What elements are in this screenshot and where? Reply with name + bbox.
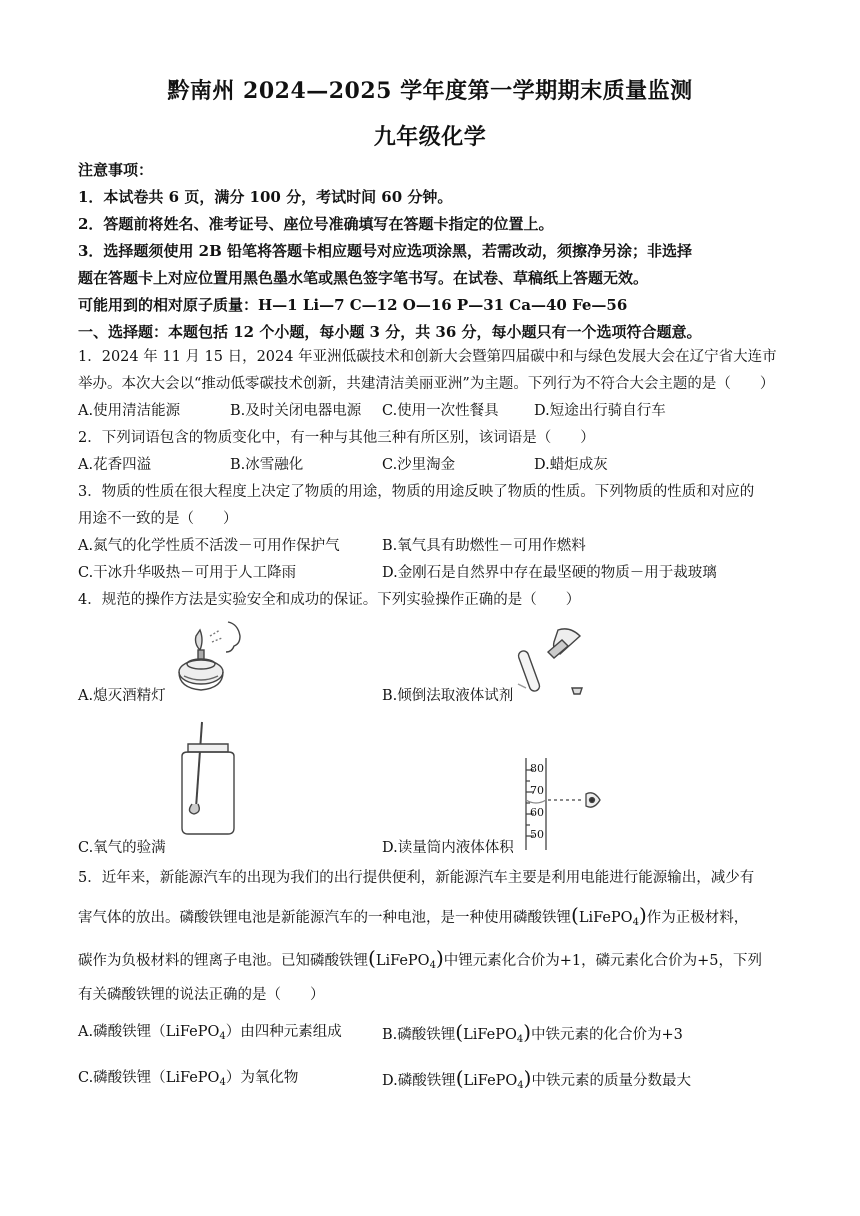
option-b: B.氧气具有助燃性－可用作燃料	[382, 538, 586, 554]
question-text: 害气体的放出。磷酸铁锂电池是新能源汽车的一种电池，是一种使用磷酸铁锂(LiFePO$_4$)作为正极材料，	[78, 903, 749, 928]
option-d: D.磷酸铁锂(LiFePO$_4$)中铁元素的质量分数最大	[382, 1066, 691, 1091]
notice-item: 题在答题卡上对应位置用黑色墨水笔或黑色签字笔书写。在试卷、草稿纸上答题无效。	[78, 269, 649, 287]
option-c: C.磷酸铁锂（LiFePO$_4$）为氧化物	[78, 1070, 299, 1088]
option-b: B.倾倒法取液体试剂	[382, 688, 514, 704]
option-a: A.使用清洁能源	[78, 403, 181, 419]
option-d: D.金刚石是自然界中存在最坚硬的物质－用于裁玻璃	[382, 565, 717, 581]
tick-label: 70	[530, 784, 544, 797]
option-a: A.氮气的化学性质不活泼－可用作保护气	[78, 538, 340, 554]
notice-heading: 注意事项：	[78, 161, 154, 179]
tick-label: 80	[530, 762, 544, 775]
notice-item: 1．本试卷共 6 页，满分 100 分，考试时间 60 分钟。	[78, 188, 453, 206]
figure-cylinder-reading	[518, 756, 618, 852]
formula: LiFePO	[578, 910, 633, 926]
question-text: 碳作为负极材料的锂离子电池。已知磷酸铁锂(LiFePO$_4$)中锂元素化合价为+1，磷元素化合价为+5，下列	[78, 946, 763, 971]
figure-blow-out-lamp	[170, 612, 250, 702]
formula: LiFePO	[375, 953, 430, 969]
question-text: 4．规范的操作方法是实验安全和成功的保证。下列实验操作正确的是（ ）	[78, 592, 581, 608]
question-text: 有关磷酸铁锂的说法正确的是（ ）	[78, 987, 325, 1003]
option-b: B.及时关闭电器电源	[230, 403, 362, 419]
option-d: D.蜡炬成灰	[534, 457, 608, 473]
option-c: C.使用一次性餐具	[382, 403, 499, 419]
tick-label: 50	[530, 828, 544, 841]
option-b: B.冰雪融化	[230, 457, 304, 473]
option-c: C.沙里淘金	[382, 457, 456, 473]
exam-subtitle: 九年级化学	[373, 124, 487, 150]
tick-label: 60	[530, 806, 544, 819]
option-c: C.干冰升华吸热－可用于人工降雨	[78, 565, 297, 581]
option-d: D.读量筒内液体体积	[382, 840, 514, 856]
option-d: D.短途出行骑自行车	[534, 403, 666, 419]
question-text: 用途不一致的是（ ）	[78, 511, 238, 527]
figure-oxygen-test	[168, 718, 248, 838]
option-c: C.氧气的验满	[78, 840, 166, 856]
option-a: A.熄灭酒精灯	[78, 688, 166, 704]
section-heading: 一、选择题：本题包括 12 个小题，每小题 3 分，共 36 分，每小题只有一个选项符合题意。	[78, 323, 702, 341]
notice-item: 2．答题前将姓名、准考证号、座位号准确填写在答题卡指定的位置上。	[78, 215, 554, 233]
question-text: 3．物质的性质在很大程度上决定了物质的用途，物质的用途反映了物质的性质。下列物质的性质和对应的	[78, 484, 755, 500]
question-text: 2．下列词语包含的物质变化中，有一种与其他三种有所区别，该词语是（ ）	[78, 430, 595, 446]
atomic-masses: 可能用到的相对原子质量：H—1 Li—7 C—12 O—16 P—31 Ca—40 Fe—56	[78, 296, 628, 314]
option-a: A.磷酸铁锂（LiFePO$_4$）由四种元素组成	[78, 1024, 342, 1042]
question-text: 5．近年来，新能源汽车的出现为我们的出行提供便利，新能源汽车主要是利用电能进行能源输出，减少有	[78, 870, 755, 886]
question-text: 举办。本次大会以“推动低零碳技术创新，共建清洁美丽亚洲”为主题。下列行为不符合大会主题的是（ ）	[78, 376, 775, 392]
exam-title: 黔南州 2024—2025 学年度第一学期期末质量监测	[167, 78, 693, 104]
question-text: 1．2024 年 11 月 15 日，2024 年亚洲低碳技术和创新大会暨第四届碳中和与绿色发展大会在辽宁省大连市	[78, 349, 777, 365]
notice-item: 3．选择题须使用 2B 铅笔将答题卡相应题号对应选项涂黑，若需改动，须擦净另涂；非选择	[78, 242, 693, 260]
option-a: A.花香四溢	[78, 457, 152, 473]
option-b: B.磷酸铁锂(LiFePO$_4$)中铁元素的化合价为+3	[382, 1020, 683, 1045]
